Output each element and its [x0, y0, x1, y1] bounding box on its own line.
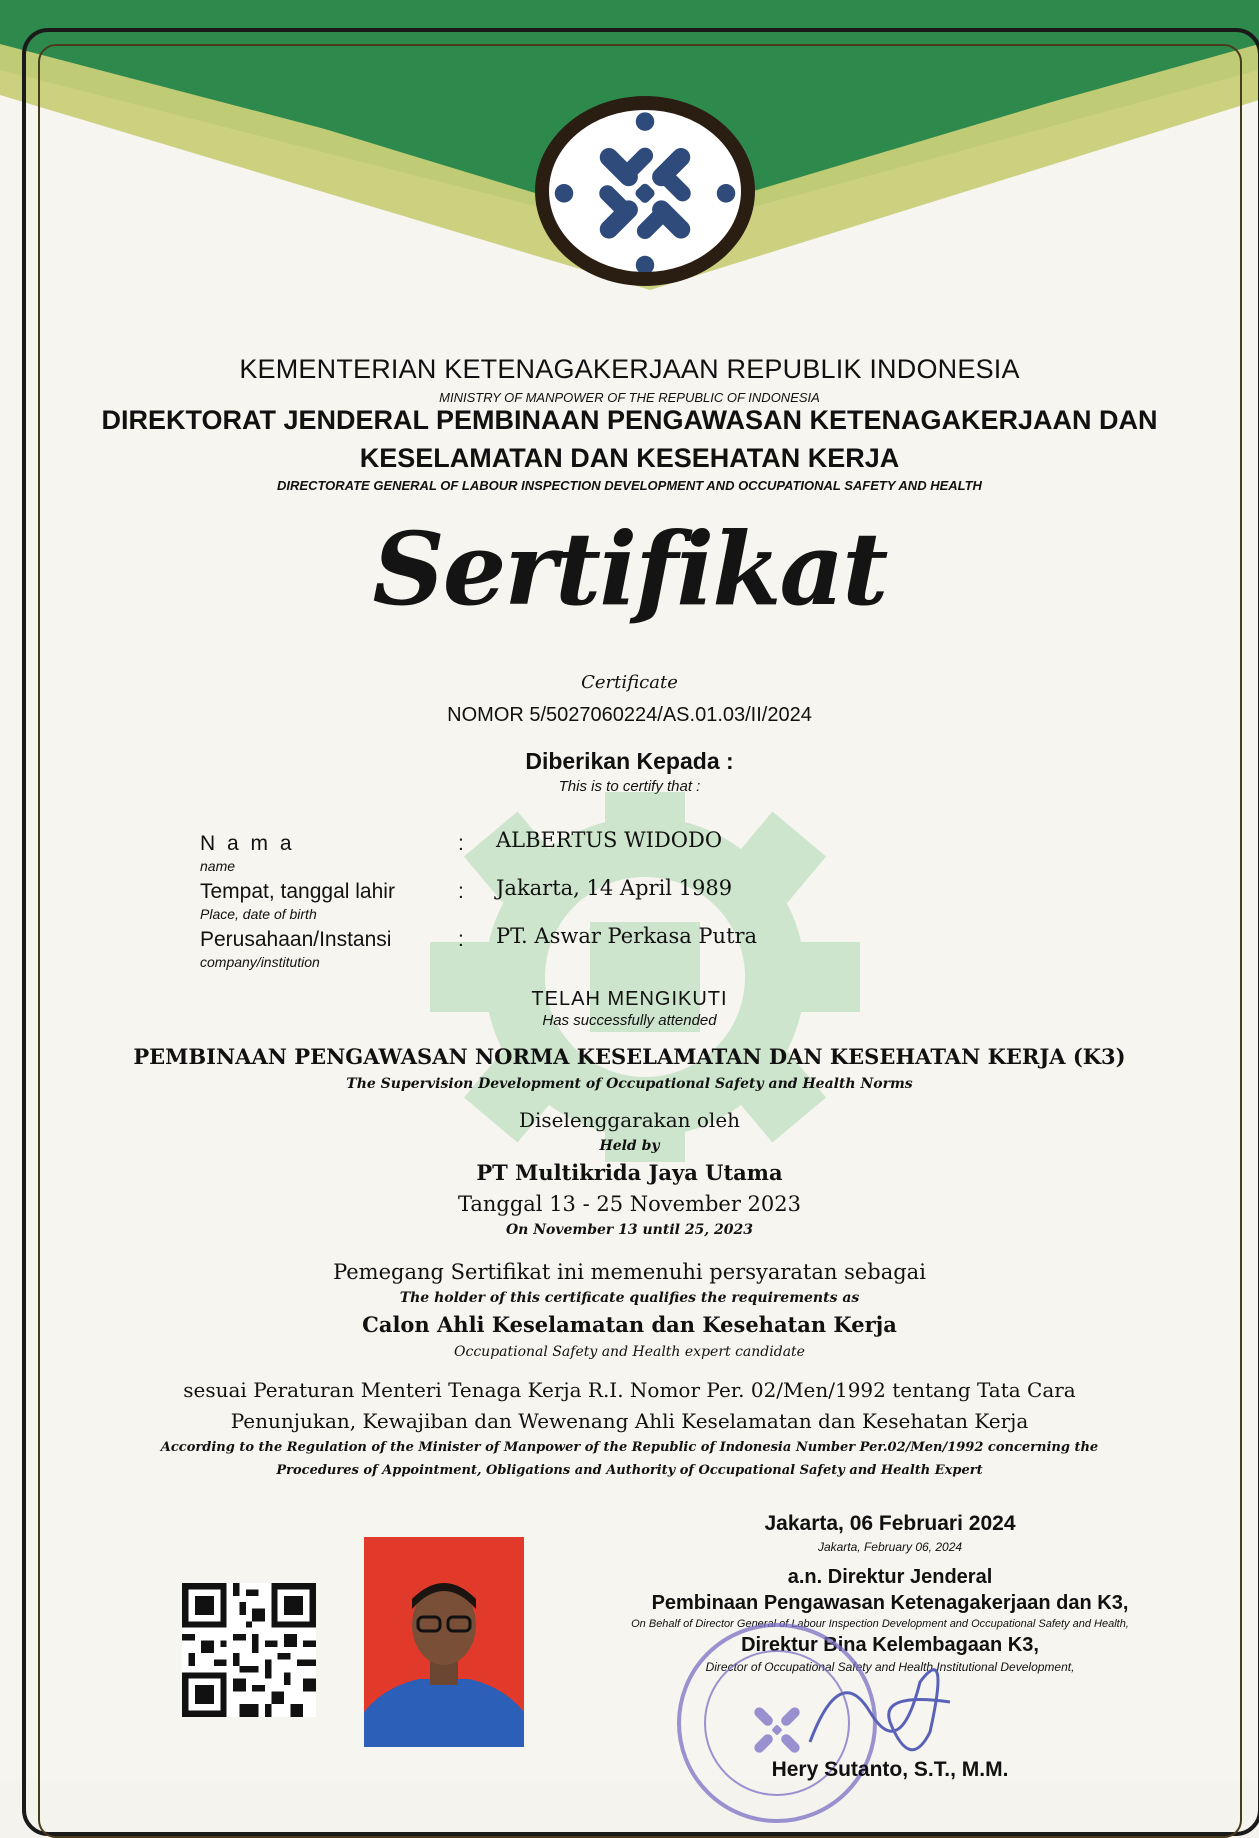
ministry-logo [535, 96, 755, 286]
qualification-role: Calon Ahli Keselamatan dan Kesehatan Kerja [362, 1312, 897, 1337]
signer-name: Hery Sutanto, S.T., M.M. [771, 1758, 1009, 1781]
position-title-en: Director of Occupational Safety and Health Institutional Development, [705, 1660, 1075, 1674]
training-date: Tanggal 13 - 25 November 2023 [457, 1192, 802, 1216]
signature-scribble [800, 1622, 970, 1772]
directorate-line1: DIREKTORAT JENDERAL PEMBINAAN PENGAWASAN KETENAGAKERJAAN DAN [101, 405, 1158, 435]
qualification-line-en: The holder of this certificate qualifies the requirements as [399, 1290, 860, 1306]
position-title: Direktur Bina Kelembagaan K3, [741, 1634, 1039, 1656]
company-value: PT. Aswar Perkasa Putra [496, 924, 758, 948]
name-label: N a m a [200, 832, 295, 855]
on-behalf-en: On Behalf of Director General of Labour Inspection Development and Occupational Safety and Health, [631, 1618, 1129, 1630]
attended-label-en: Has successfully attended [542, 1012, 717, 1029]
recipient-name: ALBERTUS WIDODO [496, 828, 723, 852]
company-label: Perusahaan/Instansi [200, 928, 392, 951]
regulation-line2: Penunjukan, Kewajiban dan Wewenang Ahli Keselamatan dan Kesehatan Kerja [230, 1409, 1029, 1433]
ministry-name: KEMENTERIAN KETENAGAKERJAAN REPUBLIK INDONESIA [239, 354, 1020, 384]
given-to-label: Diberikan Kepada : [525, 748, 734, 774]
qr-code-icon [182, 1583, 316, 1717]
held-by-label: Diselenggarakan oleh [518, 1108, 741, 1132]
on-behalf-line2: Pembinaan Pengawasan Ketenagakerjaan dan K3, [651, 1592, 1129, 1614]
signing-place-date-en: Jakarta, February 06, 2024 [817, 1540, 963, 1554]
program-title-en: The Supervision Development of Occupational Safety and Health Norms [346, 1076, 913, 1092]
certificate-title: Sertifikat [372, 510, 887, 628]
company-colon: : [458, 928, 464, 951]
signing-place-date: Jakarta, 06 Februari 2024 [764, 1512, 1016, 1535]
held-by-label-en: Held by [599, 1138, 660, 1154]
regulation-line1: sesuai Peraturan Menteri Tenaga Kerja R.I. Nomor Per. 02/Men/1992 tentang Tata Cara [183, 1378, 1076, 1402]
birth-label: Tempat, tanggal lahir [200, 880, 395, 903]
attended-label: TELAH MENGIKUTI [531, 988, 728, 1010]
ministry-name-en: MINISTRY OF MANPOWER OF THE REPUBLIC OF INDONESIA [439, 390, 820, 405]
organizer-name: PT Multikrida Jaya Utama [476, 1160, 783, 1185]
birth-value: Jakarta, 14 April 1989 [496, 876, 733, 900]
qualification-role-en: Occupational Safety and Health expert candidate [454, 1344, 805, 1360]
regulation-en-line2: Procedures of Appointment, Obligations and Authority of Occupational Safety and Health Expert [276, 1463, 983, 1478]
directorate-en: DIRECTORATE GENERAL OF LABOUR INSPECTION DEVELOPMENT AND OCCUPATIONAL SAFETY AND HEALTH [277, 478, 982, 493]
birth-colon: : [458, 880, 464, 903]
recipient-photo [364, 1537, 524, 1747]
regulation-en-line1: According to the Regulation of the Minister of Manpower of the Republic of Indonesia Number Per.02/Men/1992 concerning the [160, 1440, 1099, 1455]
qualification-line: Pemegang Sertifikat ini memenuhi persyaratan sebagai [333, 1260, 926, 1284]
birth-label-en: Place, date of birth [200, 906, 317, 922]
certificate-subtitle: Certificate [581, 672, 678, 693]
directorate-line2: KESELAMATAN DAN KESEHATAN KERJA [359, 443, 900, 473]
program-title: PEMBINAAN PENGAWASAN NORMA KESELAMATAN DAN KESEHATAN KERJA (K3) [133, 1044, 1126, 1069]
training-date-en: On November 13 until 25, 2023 [505, 1222, 754, 1238]
given-to-label-en: This is to certify that : [558, 778, 701, 795]
on-behalf-line: a.n. Direktur Jenderal [787, 1566, 993, 1588]
company-label-en: company/institution [200, 954, 320, 970]
name-label-en: name [200, 858, 236, 874]
name-colon: : [458, 832, 464, 855]
certificate-number: NOMOR 5/5027060224/AS.01.03/II/2024 [447, 704, 812, 726]
